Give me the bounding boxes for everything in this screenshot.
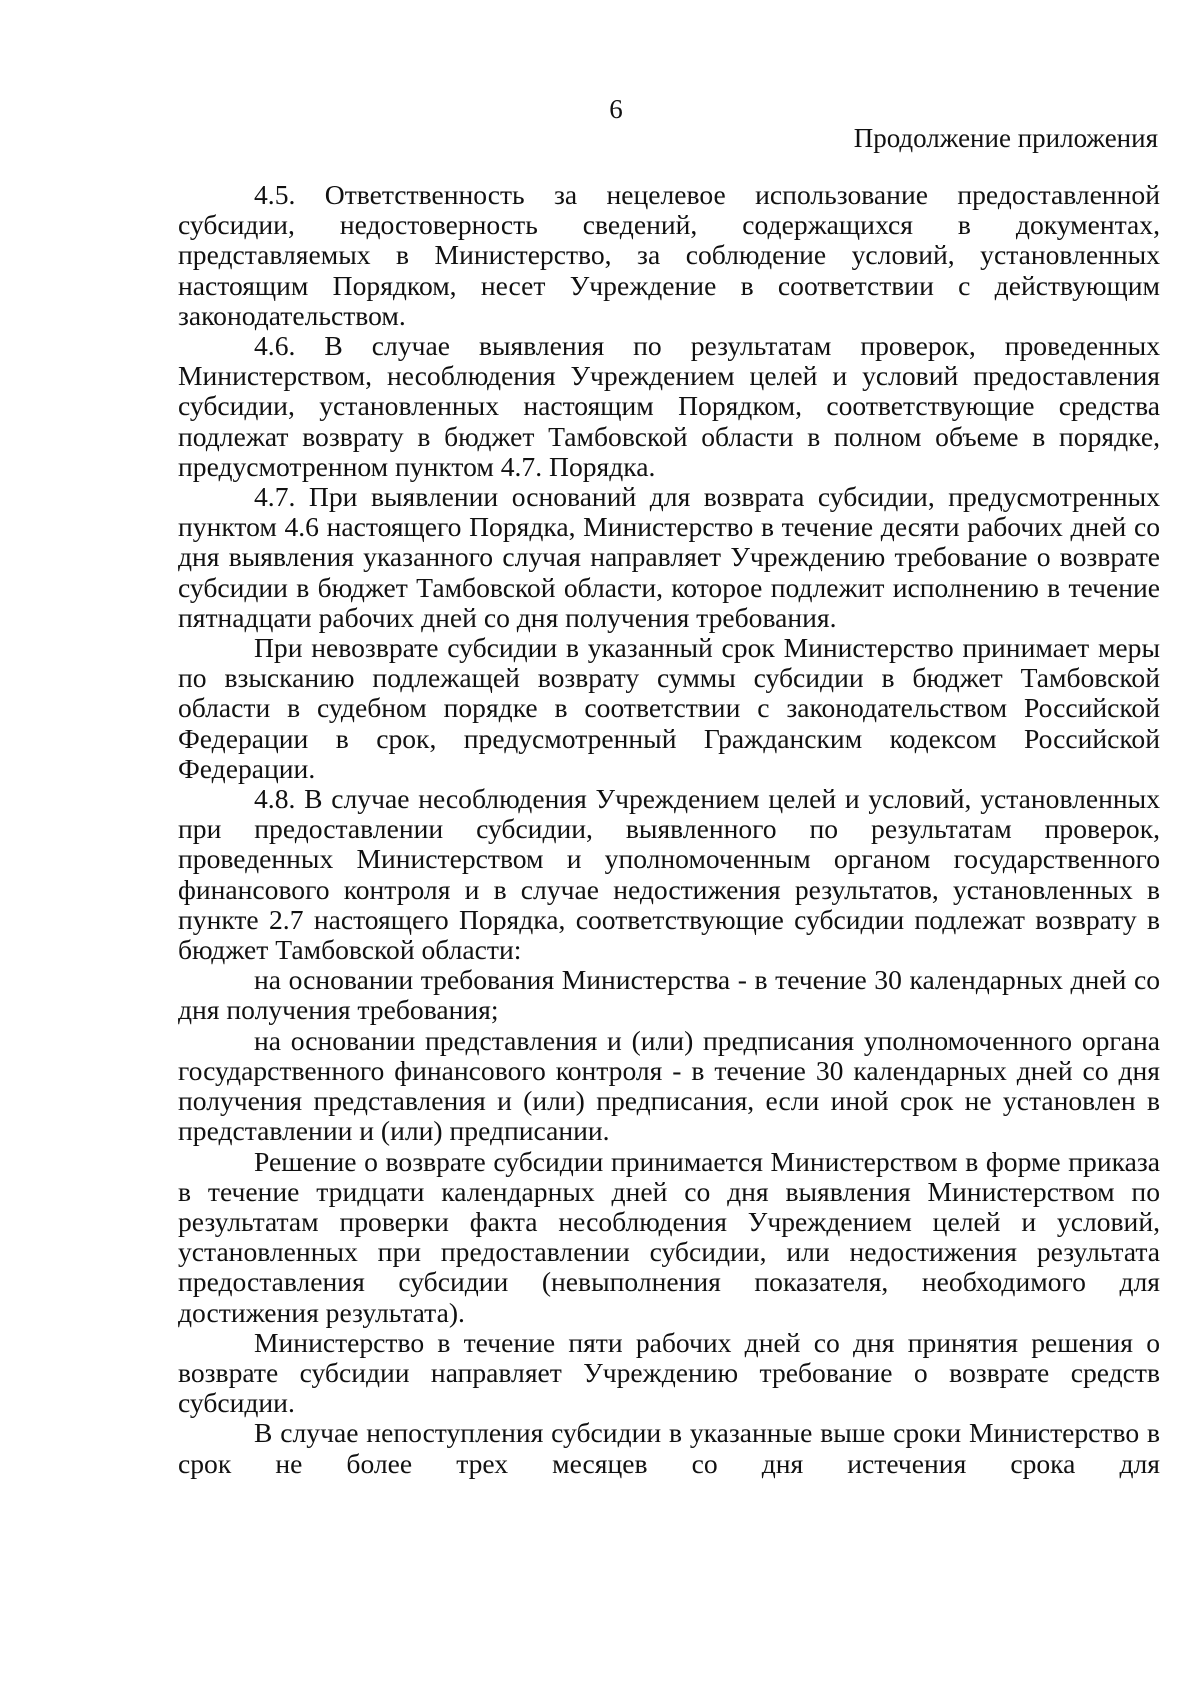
paragraph-non-receipt: В случае непоступления субсидии в указанные выше сроки Министерство в срок не более трех месяцев со дня истечения срока для bbox=[178, 1417, 1160, 1479]
paragraph-ministry-requirement: на основании требования Министерства - в течение 30 календарных дней со дня получения требования; bbox=[178, 964, 1160, 1026]
paragraph-4-7: 4.7. При выявлении оснований для возврата субсидии, предусмотренных пунктом 4.6 настоящего Порядка, Министерство в течение десяти рабочих дней со дня выявления указанного случая направляет Учреждению требование о возврате субсидии в бюджет Тамбовской области, которое подлежит исполнению в течение пятнадцати рабочих дней со дня получения требования. bbox=[178, 481, 1160, 633]
paragraph-4-6: 4.6. В случае выявления по результатам проверок, проведенных Министерством, несоблюдения Учреждением целей и условий предоставления субсидии, установленных настоящим Порядком, соответствующие средства подлежат возврату в бюджет Тамбовской области в полном объеме в порядке, предусмотренном пунктом 4.7. Порядка. bbox=[178, 330, 1160, 482]
page-number: 6 bbox=[609, 94, 623, 124]
paragraph-return-decision: Решение о возврате субсидии принимается Министерством в форме приказа в течение тридцати календарных дней со дня выявления Министерством по результатам проверки факта несоблюдения Учреждением целей и условий, установленных при предоставлении субсидии, или недостижения результата предоставления субсидии (невыполнения показателя, необходимого для достижения результата). bbox=[178, 1145, 1160, 1328]
document-body bbox=[178, 180, 1160, 1479]
paragraph-4-5: 4.5. Ответственность за нецелевое использование предоставленной субсидии, недостоверность сведений, содержащихся в документах, представляемых в Министерство, за соблюдение условий, установленных настоящим Порядком, несет Учреждение в соответствии с действующим законодательством. bbox=[178, 179, 1160, 331]
paragraph-control-body-order: на основании представления и (или) предписания уполномоченного органа государственного финансового контроля - в течение 30 календарных дней со дня получения представления и (или) предписания, если иной срок не установлен в представлении и (или) предписании. bbox=[178, 1024, 1160, 1147]
continuation-label: Продолжение приложения bbox=[853, 123, 1158, 153]
paragraph-non-return-measures: При невозврате субсидии в указанный срок Министерство принимает меры по взысканию подлежащей возврату суммы субсидии в бюджет Тамбовской области в судебном порядке в соответствии с законодательством Российской Федерации в срок, предусмотренный Гражданским кодексом Российской Федерации. bbox=[178, 632, 1160, 784]
paragraph-return-notice: Министерство в течение пяти рабочих дней со дня принятия решения о возврате субсидии направляет Учреждению требование о возврате средств субсидии. bbox=[178, 1326, 1160, 1419]
paragraph-4-8: 4.8. В случае несоблюдения Учреждением целей и условий, установленных при предоставлении субсидии, выявленного по результатам проверок, проведенных Министерством и уполномоченным органом государственного финансового контроля и в случае недостижения результатов, установленных в пункте 2.7 настоящего Порядка, соответствующие субсидии подлежат возврату в бюджет Тамбовской области: bbox=[178, 783, 1160, 966]
